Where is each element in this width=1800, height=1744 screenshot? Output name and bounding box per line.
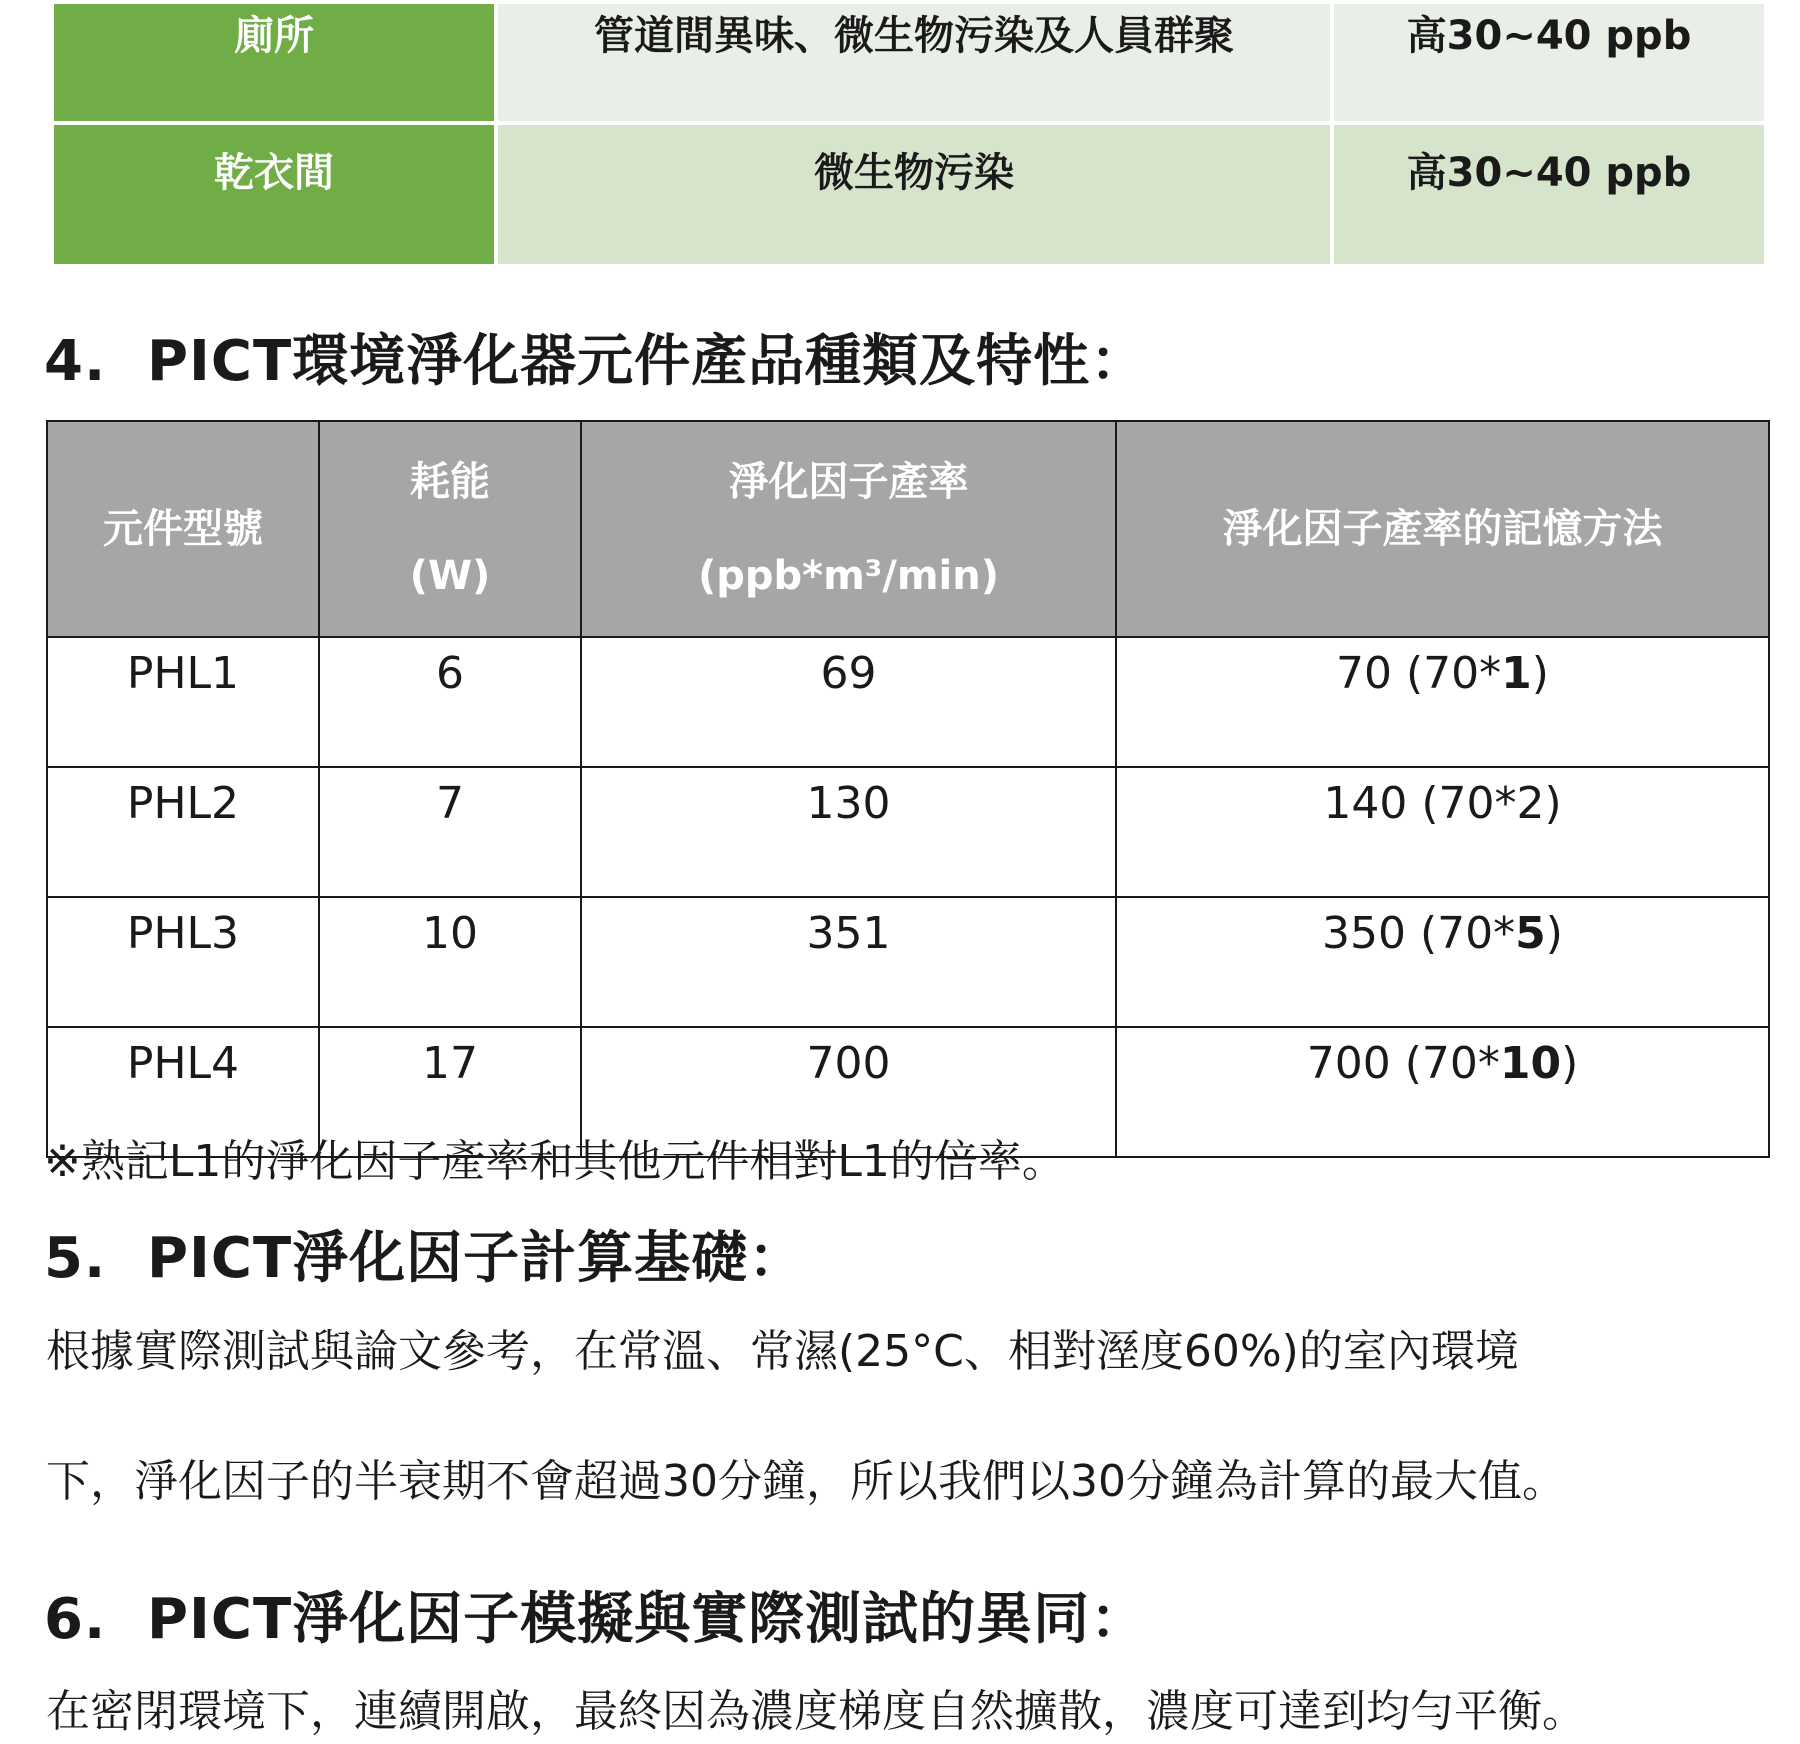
product-table	[46, 420, 1770, 1158]
memory-multiplier: 10	[1499, 1038, 1562, 1089]
header-rate-label: 淨化因子產率	[728, 459, 969, 505]
table-note: ※熟記L1的淨化因子產率和其他元件相對L1的倍率。	[44, 1136, 1066, 1187]
section-number: 4.	[44, 329, 107, 394]
memory-cell	[1116, 897, 1769, 1027]
section-number: 5.	[44, 1226, 107, 1291]
memory-multiplier: 2	[1516, 778, 1545, 829]
header-rate	[581, 421, 1116, 637]
concentration-level: 高30~40 ppb	[1332, 123, 1766, 266]
memory-suffix: )	[1531, 648, 1549, 699]
memory-cell	[1116, 637, 1769, 767]
rate-cell: 700	[581, 1027, 1116, 1157]
memory-suffix: )	[1561, 1038, 1579, 1089]
concentration-level: 高30~40 ppb	[1332, 2, 1766, 123]
model-cell: PHL3	[47, 897, 319, 1027]
location-table	[50, 0, 1768, 268]
memory-suffix: )	[1545, 908, 1563, 959]
header-power-unit: (W)	[409, 553, 491, 599]
header-power-label: 耗能	[410, 459, 490, 505]
memory-prefix: 350 (70*	[1322, 908, 1516, 959]
header-rate-unit: (ppb*m³/min)	[697, 553, 1000, 599]
header-memory: 淨化因子產率的記憶方法	[1116, 421, 1769, 637]
location-label: 乾衣間	[52, 123, 496, 266]
power-cell: 7	[319, 767, 581, 897]
power-cell: 10	[319, 897, 581, 1027]
memory-multiplier: 1	[1501, 648, 1532, 699]
section-title: PICT淨化因子計算基礎：	[147, 1226, 806, 1291]
table-row	[52, 2, 1766, 123]
section-4-heading	[44, 327, 1147, 397]
memory-cell	[1116, 767, 1769, 897]
header-power	[319, 421, 581, 637]
section-title: PICT淨化因子模擬與實際測試的異同：	[147, 1587, 1148, 1652]
model-cell: PHL4	[47, 1027, 319, 1157]
pollution-source: 管道間異味、微生物污染及人員群聚	[496, 2, 1332, 123]
memory-cell	[1116, 1027, 1769, 1157]
memory-prefix: 70 (70*	[1336, 648, 1502, 699]
table-row	[47, 897, 1769, 1027]
memory-suffix: )	[1544, 778, 1562, 829]
location-label: 廁所	[52, 2, 496, 123]
pollution-source: 微生物污染	[496, 123, 1332, 266]
table-header-row	[47, 421, 1769, 637]
table-row	[47, 767, 1769, 897]
model-cell: PHL2	[47, 767, 319, 897]
table-row	[47, 637, 1769, 767]
rate-cell: 69	[581, 637, 1116, 767]
header-model: 元件型號	[47, 421, 319, 637]
section-5-paragraph-line2: 下，淨化因子的半衰期不會超過30分鐘，所以我們以30分鐘為計算的最大值。	[46, 1456, 1566, 1507]
section-6-heading	[44, 1585, 1147, 1655]
power-cell: 6	[319, 637, 581, 767]
rate-cell: 130	[581, 767, 1116, 897]
section-6-paragraph-line1: 在密閉環境下，連續開啟，最終因為濃度梯度自然擴散，濃度可達到均勻平衡。	[46, 1686, 1586, 1737]
section-number: 6.	[44, 1587, 107, 1652]
memory-prefix: 140 (70*	[1323, 778, 1517, 829]
table-row	[52, 123, 1766, 266]
rate-cell: 351	[581, 897, 1116, 1027]
section-5-paragraph-line1: 根據實際測試與論文參考，在常溫、常濕(25°C、相對溼度60%)的室內環境	[46, 1326, 1519, 1377]
memory-prefix: 700 (70*	[1306, 1038, 1500, 1089]
memory-multiplier: 5	[1515, 908, 1546, 959]
model-cell: PHL1	[47, 637, 319, 767]
section-title: PICT環境淨化器元件產品種類及特性：	[147, 329, 1148, 394]
power-cell: 17	[319, 1027, 581, 1157]
section-5-heading	[44, 1224, 805, 1294]
